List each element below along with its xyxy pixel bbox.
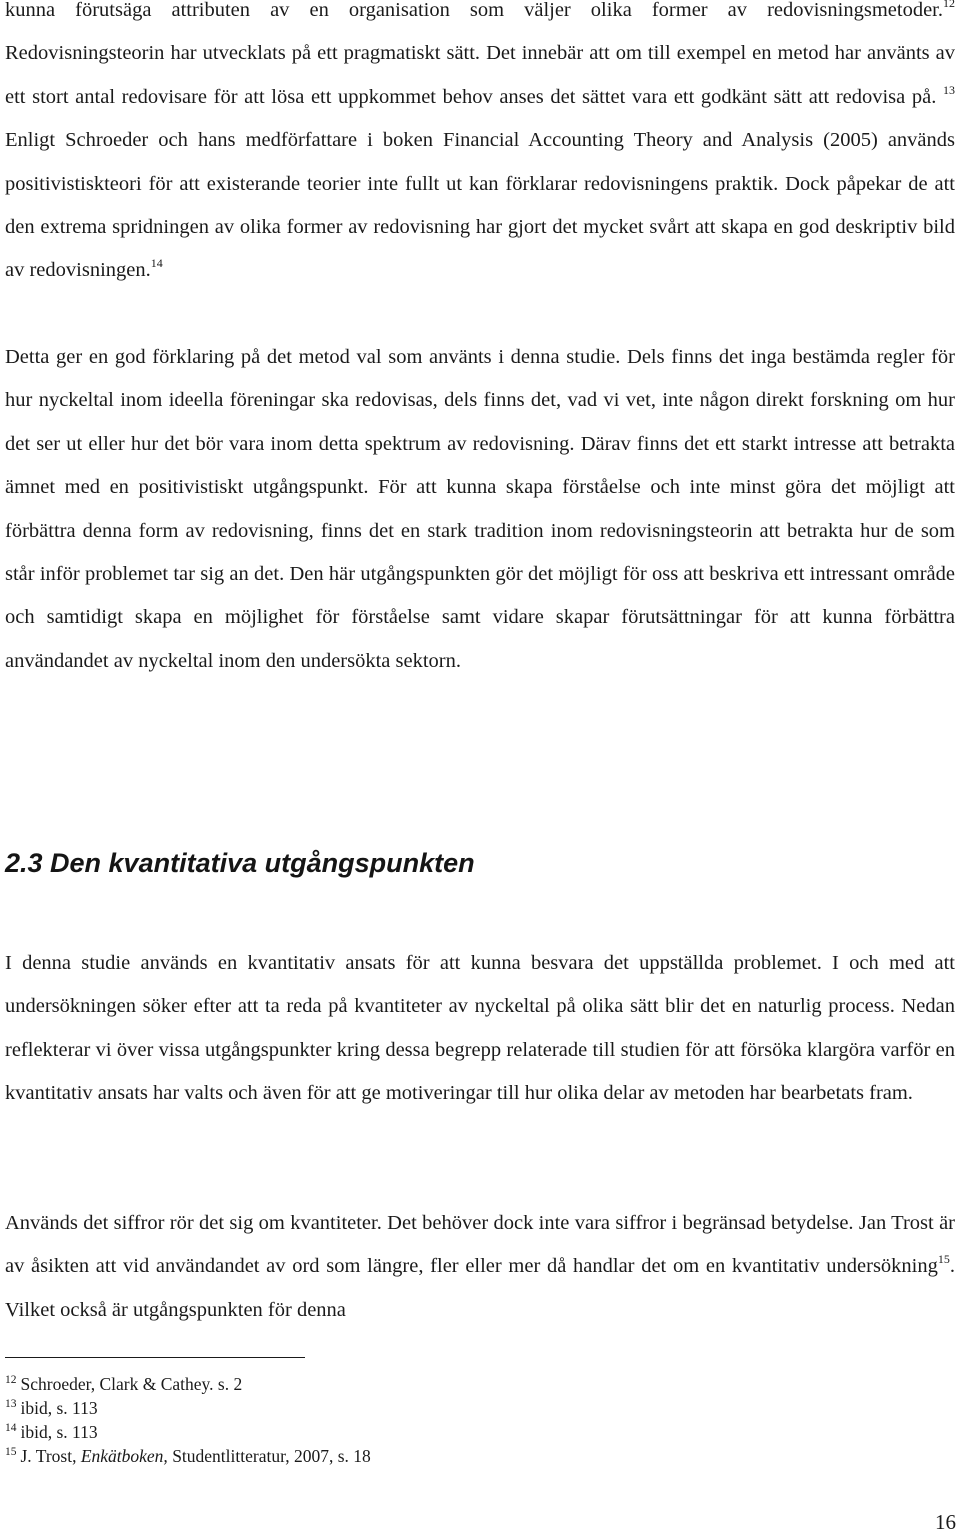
footnote-book-title: Enkätboken, xyxy=(80,1446,168,1466)
footnote-text: Schroeder, Clark & Cathey. s. 2 xyxy=(20,1374,243,1394)
footnote-reference: 12 xyxy=(943,0,955,10)
body-paragraph xyxy=(5,1202,955,1332)
paragraph-text: I denna studie används en kvantitativ ansats för att kunna besvara det uppställda problemet. I och med att undersökningen söker efter att ta reda på kvantiteter av nyckeltal på olika sätt blir det en naturlig process. Nedan reflekterar vi över vissa utgångspunkter kring dessa begrepp relaterade till studien för att försöka klargöra varför en kvantitativ ansats har valts och även för att ge motiveringar till hur olika delar av metoden har bearbetats fram. xyxy=(5,952,955,1105)
paragraph-text: kunna förutsäga attributen av en organisation som väljer olika former av redovisningsmetoder. xyxy=(5,0,943,21)
body-paragraph xyxy=(5,942,955,1116)
footnotes-list xyxy=(5,1372,371,1468)
page-number: 16 xyxy=(935,1510,956,1534)
footnote-reference: 15 xyxy=(937,1252,950,1267)
footnote-text: Studentlitteratur, 2007, s. 18 xyxy=(167,1446,371,1466)
paragraph-text: Enligt Schroeder och hans medförfattare i boken Financial Accounting Theory and Analysis (2005) används positivistiskteori för att existerande teorier inte fullt ut kan förklarar redovisningens praktik. Dock påpekar de att den extrema spridningen av olika former av redovisning har gjort det mycket svårt att skapa en god deskriptiv bild av redovisningen. xyxy=(5,129,955,282)
paragraph-text: Redovisningsteorin har utvecklats på ett pragmatiskt sätt. Det innebär att om till exempel en metod har använts av ett stort antal redovisare för att lösa ett uppkommet behov anses det sättet vara ett godkänt sätt att redovisa på. xyxy=(5,42,955,108)
footnote xyxy=(5,1420,371,1444)
footnote-reference: 13 xyxy=(943,82,955,97)
footnote-separator xyxy=(5,1357,305,1358)
footnote xyxy=(5,1396,371,1420)
body-paragraph xyxy=(5,336,955,683)
paragraph-text: . Vilket också är utgångspunkten för denna xyxy=(5,1255,955,1321)
paragraph-text: Används det siffror rör det sig om kvantiteter. Det behöver dock inte vara siffror i begränsad betydelse. Jan Trost är av åsikten att vid användandet av ord som längre, fler eller mer då handlar det om en kvantitativ undersökning xyxy=(5,1212,955,1278)
footnote-reference: 14 xyxy=(150,256,163,271)
footnote xyxy=(5,1372,371,1396)
footnote xyxy=(5,1444,371,1468)
footnote-text: ibid, s. 113 xyxy=(20,1398,98,1418)
footnote-text: J. Trost, xyxy=(20,1446,81,1466)
footnote-number: 13 xyxy=(5,1398,17,1410)
footnote-number: 14 xyxy=(5,1422,17,1434)
body-paragraph xyxy=(5,0,955,293)
section-heading: 2.3 Den kvantitativa utgångspunkten xyxy=(5,848,475,878)
footnote-text: ibid, s. 113 xyxy=(20,1422,98,1442)
footnote-number: 12 xyxy=(5,1374,17,1386)
footnote-number: 15 xyxy=(5,1446,17,1458)
paragraph-text: Detta ger en god förklaring på det metod val som använts i denna studie. Dels finns det inga bestämda regler för hur nyckeltal inom ideella föreningar ska redovisas, dels finns det, vad vi vet, inte någon direkt forskning om hur det ser ut eller hur det bör vara inom detta spektrum av redovisning. Därav finns det ett starkt intresse att betrakta ämnet med en positivistiskt utgångspunkt. För att kunna skapa förståelse och inte minst göra det möjligt att förbättra denna form av redovisning, finns det en stark tradition inom redovisningsteorin att betrakta hur de som står inför problemet tar sig an det. Den här utgångspunkten gör det möjligt för oss att beskriva ett intressant område och samtidigt skapa en möjlighet för förståelse samt vidare skapar förutsättningar för att kunna förbättra användandet av nyckeltal inom den undersökta sektorn. xyxy=(5,346,955,672)
